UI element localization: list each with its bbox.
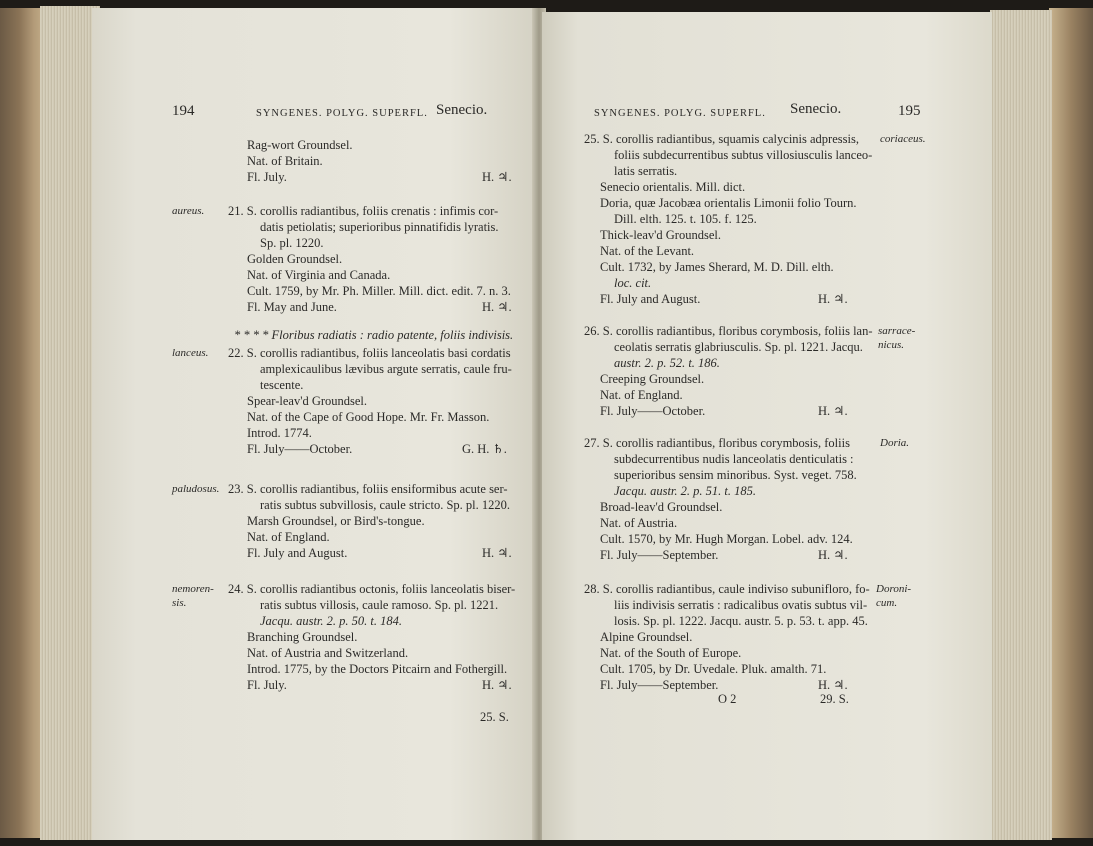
text-line: Fl. May and June.: [247, 300, 337, 314]
book-edge-right: [1049, 8, 1093, 838]
text-line: Golden Groundsel.: [247, 252, 343, 266]
page-stack-right: [990, 10, 1052, 840]
text-line: latis serratis.: [614, 164, 678, 178]
text-line: Fl. July and August.: [600, 292, 701, 306]
text-line: Nat. of the Levant.: [600, 244, 695, 258]
margin-name: cum.: [876, 597, 898, 609]
text-line: Sp. pl. 1220.: [260, 236, 324, 250]
text-line: Alpine Groundsel.: [600, 630, 693, 644]
margin-name: Doroni-: [876, 583, 912, 595]
text-line: Nat. of Austria.: [600, 516, 678, 530]
text-line: Dill. elth. 125. t. 105. f. 125.: [614, 212, 757, 226]
text-line: H. ♃.: [818, 548, 848, 562]
text-line: H. ♃.: [482, 300, 512, 314]
text-line: H. ♃.: [818, 292, 848, 306]
text-line: ratis subtus villosis, caule ramoso. Sp. pl. 1221.: [260, 598, 499, 612]
text-line: Fl. July.: [247, 678, 287, 692]
text-line: Nat. of Virginia and Canada.: [247, 268, 391, 282]
page-number: 194: [172, 103, 195, 119]
text-line: ceolatis serratis glabriusculis. Sp. pl. 1221. Jacqu.: [614, 340, 863, 354]
text-line: H. ♃.: [818, 678, 848, 692]
text-line: 26. S. corollis radiantibus, floribus corymbosis, foliis lan-: [584, 324, 873, 338]
text-line: foliis subdecurrentibus subtus villosiusculis lanceo-: [614, 148, 873, 162]
text-line: liis indivisis serratis : radicalibus ovatis subtus vil-: [614, 598, 868, 612]
text-line: Introd. 1775, by the Doctors Pitcairn and Fothergill.: [247, 662, 508, 676]
right-page: [542, 12, 992, 840]
text-line: Fl. July and August.: [247, 546, 348, 560]
margin-name: nemoren-: [172, 583, 214, 595]
text-line: Broad-leav'd Groundsel.: [600, 500, 723, 514]
section-heading: * * * * Floribus radiatis : radio patente, foliis indivisis.: [234, 328, 514, 342]
text-line: Cult. 1705, by Dr. Uvedale. Pluk. amalth. 71.: [600, 662, 827, 676]
text-line: losis. Sp. pl. 1222. Jacqu. austr. 5. p. 53. t. app. 45.: [614, 614, 868, 628]
text-line: Fl. July——September.: [600, 548, 719, 562]
text-line: Jacqu. austr. 2. p. 51. t. 185.: [614, 484, 757, 498]
text-line: loc. cit.: [614, 276, 652, 290]
text-line: Nat. of England.: [247, 530, 330, 544]
text-line: Cult. 1759, by Mr. Ph. Miller. Mill. dict. edit. 7. n. 3.: [247, 284, 511, 298]
margin-name: aureus.: [172, 205, 205, 217]
running-head: SYNGENES. POLYG. SUPERFL.: [256, 108, 428, 119]
text-line: H. ♃.: [482, 546, 512, 560]
margin-name: sarrace-: [878, 325, 916, 337]
text-line: Fl. July——October.: [247, 442, 353, 456]
left-page: [92, 8, 538, 840]
text-line: Cult. 1570, by Mr. Hugh Morgan. Lobel. adv. 124.: [600, 532, 853, 546]
text-line: H. ♃.: [818, 404, 848, 418]
text-line: ratis subtus subvillosis, caule stricto. Sp. pl. 1220.: [260, 498, 510, 512]
text-line: H. ♃.: [482, 170, 512, 184]
text-line: Spear-leav'd Groundsel.: [247, 394, 368, 408]
text-line: Fl. July——September.: [600, 678, 719, 692]
text-line: Thick-leav'd Groundsel.: [600, 228, 721, 242]
text-line: Jacqu. austr. 2. p. 50. t. 184.: [260, 614, 403, 628]
margin-name: lanceus.: [172, 347, 209, 359]
text-line: 21. S. corollis radiantibus, foliis crenatis : infimis cor-: [228, 204, 499, 218]
text-line: Senecio orientalis. Mill. dict.: [600, 180, 746, 194]
text-line: 27. S. corollis radiantibus, floribus corymbosis, foliis: [584, 436, 850, 450]
text-line: 28. S. corollis radiantibus, caule indiviso subunifloro, fo-: [584, 582, 870, 596]
text-line: Nat. of the South of Europe.: [600, 646, 742, 660]
text-line: H. ♃.: [482, 678, 512, 692]
text-line: Nat. of Austria and Switzerland.: [247, 646, 409, 660]
page-number: 195: [898, 103, 921, 119]
text-line: 23. S. corollis radiantibus, foliis ensiformibus acute ser-: [228, 482, 508, 496]
running-head-genus: Senecio.: [790, 101, 842, 117]
text-line: Nat. of the Cape of Good Hope. Mr. Fr. Masson.: [247, 410, 490, 424]
text-line: datis petiolatis; superioribus pinnatifidis lyratis.: [260, 220, 499, 234]
text-line: superioribus sensim minoribus. Syst. veget. 758.: [614, 468, 857, 482]
running-head: SYNGENES. POLYG. SUPERFL.: [594, 108, 766, 119]
catchword: 29. S.: [820, 692, 849, 706]
margin-name: nicus.: [878, 339, 904, 351]
page-stack-left: [40, 6, 100, 840]
text-line: Marsh Groundsel, or Bird's-tongue.: [247, 514, 425, 528]
text-line: austr. 2. p. 52. t. 186.: [614, 356, 720, 370]
text-line: Nat. of Britain.: [247, 154, 323, 168]
text-line: Branching Groundsel.: [247, 630, 358, 644]
text-line: amplexicaulibus lævibus argute serratis, caule fru-: [260, 362, 512, 376]
text-line: tescente.: [260, 378, 304, 392]
text-line: Rag-wort Groundsel.: [247, 138, 353, 152]
catchword: 25. S.: [480, 710, 509, 724]
margin-name: Doria.: [880, 437, 910, 449]
text-line: Creeping Groundsel.: [600, 372, 705, 386]
text-line: Fl. July.: [247, 170, 287, 184]
text-line: G. H. ♄.: [462, 442, 507, 456]
text-line: 24. S. corollis radiantibus octonis, foliis lanceolatis biser-: [228, 582, 516, 596]
margin-name: coriaceus.: [880, 133, 926, 145]
text-line: Cult. 1732, by James Sherard, M. D. Dill. elth.: [600, 260, 834, 274]
signature-mark: O 2: [718, 692, 737, 706]
text-line: subdecurrentibus nudis lanceolatis denticulatis :: [614, 452, 854, 466]
running-head-genus: Senecio.: [436, 102, 488, 118]
text-line: Fl. July——October.: [600, 404, 706, 418]
margin-name: sis.: [172, 597, 187, 609]
text-line: Nat. of England.: [600, 388, 683, 402]
text-line: Doria, quæ Jacobæa orientalis Limonii folio Tourn.: [600, 196, 857, 210]
text-line: 25. S. corollis radiantibus, squamis calycinis adpressis,: [584, 132, 859, 146]
margin-name: paludosus.: [172, 483, 220, 495]
text-line: Introd. 1774.: [247, 426, 312, 440]
text-line: 22. S. corollis radiantibus, foliis lanceolatis basi cordatis: [228, 346, 511, 360]
